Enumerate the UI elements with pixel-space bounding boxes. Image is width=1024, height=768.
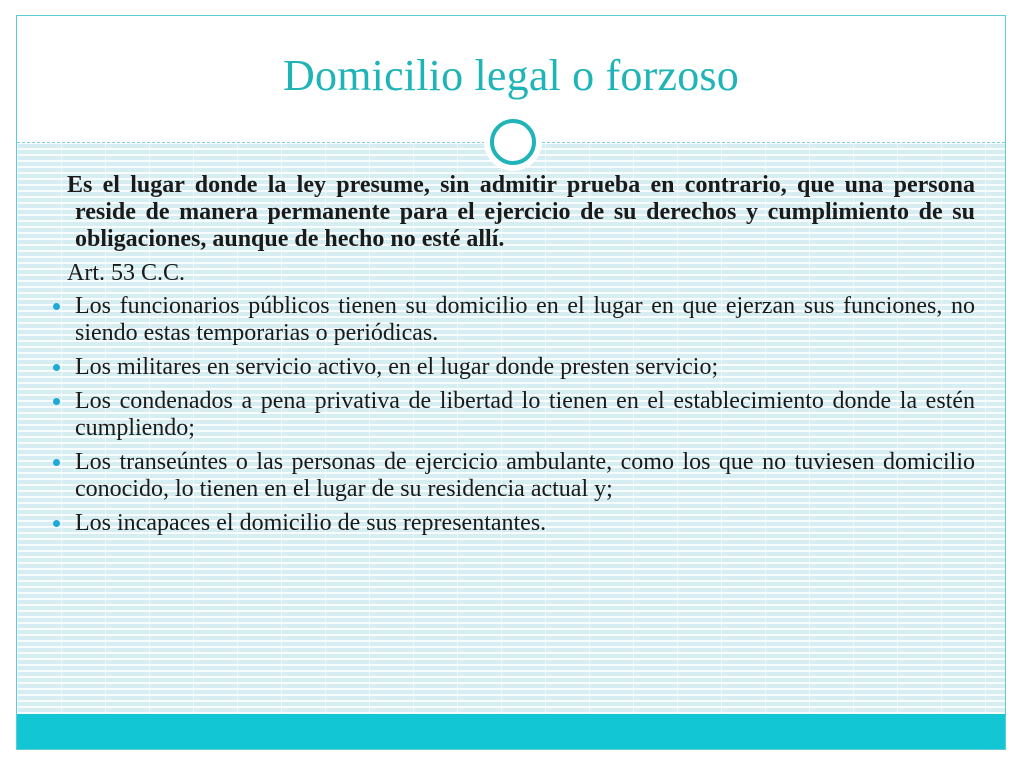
definition-text: Es el lugar donde la ley presume, sin admitir prueba en contrario, que una persona reside de manera permanente para el ejercicio de su derechos y cumplimiento de su obligaciones, aunque de hecho no esté allí. — [67, 172, 975, 252]
circle-ring — [490, 119, 536, 165]
slide-content — [51, 162, 975, 544]
list-item-text: Los incapaces el domicilio de sus representantes. — [75, 510, 547, 536]
list-item — [51, 293, 975, 347]
bullet-list — [51, 293, 975, 537]
bullet-dot-icon — [53, 364, 60, 371]
bullet-dot-icon — [53, 398, 60, 405]
list-item — [51, 449, 975, 503]
list-item-text: Los transeúntes o las personas de ejercicio ambulante, como los que no tuviesen domicilio conocido, lo tienen en el lugar de su residencia actual y; — [75, 449, 975, 502]
bullet-dot-icon — [53, 459, 60, 466]
list-item — [51, 388, 975, 442]
list-item-text: Los funcionarios públicos tienen su domicilio en el lugar en que ejerzan sus funciones, no siendo estas temporarias o periódicas. — [75, 293, 975, 346]
article-reference: Art. 53 C.C. — [67, 260, 186, 286]
list-item-text: Los militares en servicio activo, en el lugar donde presten servicio; — [75, 354, 719, 380]
footer-bar — [17, 714, 1005, 750]
bullet-dot-icon — [53, 520, 60, 527]
list-item — [51, 510, 975, 537]
list-item-text: Los condenados a pena privativa de libertad lo tienen en el establecimiento donde la estén cumpliendo; — [75, 388, 975, 441]
slide-title: Domicilio legal o forzoso — [283, 51, 739, 100]
list-item — [51, 354, 975, 381]
bullet-dot-icon — [53, 303, 60, 310]
